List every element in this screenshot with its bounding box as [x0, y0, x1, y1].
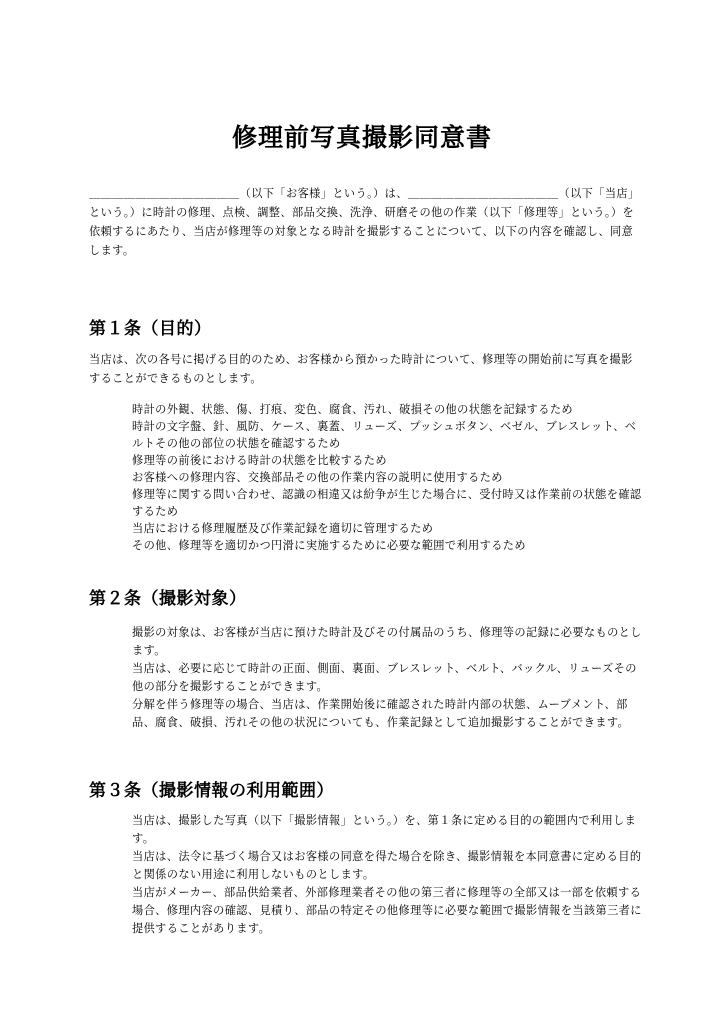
intro-paragraph: ＿＿＿＿＿＿＿＿＿＿＿＿＿（以下「お客様」という。）は、＿＿＿＿＿＿＿＿＿＿＿＿＿（以下「当店」という。）に時計の修理、点検、調整、部品交換、洗浄、研磨その他の作業（以下「修理等」という。）を依頼するにあたり、当店が修理等の対象となる時計を撮影することについて、以下の内容を確認し、同意します。: [89, 187, 640, 257]
list-item: その他、修理等を適切かつ円滑に実施するために必要な範囲で利用するため: [132, 539, 526, 552]
list-item: 当店は、必要に応じて時計の正面、側面、裏面、ブレスレット、ベルト、バックル、リューズその他の部分を撮影することができます。: [132, 662, 637, 693]
list-item: 当店における修理履歴及び作業記録を適切に管理するため: [132, 522, 434, 535]
article-3-heading: 第３条（撮影情報の利用範囲）: [89, 781, 334, 801]
list-item: 撮影の対象は、お客様が当店に預けた時計及びその付属品のうち、修理等の記録に必要なものとします。: [132, 626, 642, 657]
article-1-item-list: [132, 401, 642, 554]
list-item: 修理等の前後における時計の状態を比較するため: [132, 454, 387, 467]
article-2-item-list: [132, 624, 642, 732]
list-item: 時計の文字盤、針、風防、ケース、裏蓋、リューズ、プッシュボタン、ベゼル、ブレスレット、ベルトその他の部位の状態を確認するため: [132, 420, 637, 450]
document-title: 修理前写真撮影同意書: [231, 123, 492, 152]
list-item: 当店がメーカー、部品供給業者、外部修理業者その他の第三者に修理等の全部又は一部を依頼する場合、修理内容の確認、見積り、部品の特定その他修理等に必要な範囲で撮影情報を当該第三者に提供することがあります。: [132, 886, 642, 935]
article-2-heading: 第２条（撮影対象）: [89, 589, 247, 609]
list-item: 当店は、法令に基づく場合又はお客様の同意を得た場合を除き、撮影情報を本同意書に定める目的と関係のない用途に利用しないものとします。: [132, 850, 642, 881]
article-1-lead: 当店は、次の各号に掲げる目的のため、お客様から預かった時計について、修理等の開始前に写真を撮影することができるものとします。: [89, 353, 633, 385]
list-item: お客様への修理内容、交換部品その他の作業内容の説明に使用するため: [132, 471, 503, 484]
list-item: 当店は、撮影した写真（以下「撮影情報」という。）を、第１条に定める目的の範囲内で利用します。: [132, 814, 637, 845]
list-item: 分解を伴う修理等の場合、当店は、作業開始後に確認された時計内部の状態、ムーブメント、部品、腐食、破損、汚れその他の状況についても、作業記録として追加撮影することができます。: [132, 698, 630, 729]
article-1-heading: 第１条（目的）: [89, 319, 212, 339]
list-item: 時計の外観、状態、傷、打痕、変色、腐食、汚れ、破損その他の状態を記録するため: [132, 403, 573, 416]
list-item: 修理等に関する問い合わせ、認識の相違又は紛争が生じた場合に、受付時又は作業前の状態を確認するため: [132, 488, 642, 518]
article-3-item-list: [132, 812, 642, 938]
